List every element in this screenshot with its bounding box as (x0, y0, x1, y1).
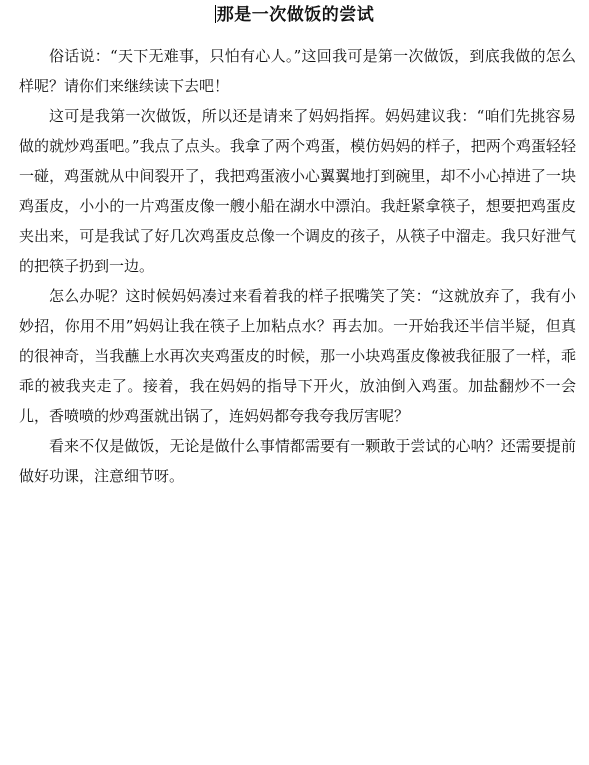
document-title: 那是一次做饭的尝试 (216, 5, 375, 25)
paragraph-4: 看来不仅是做饭，无论是做什么事情都需要有一颗敢于尝试的心呐？还需要提前做好功课，注意细节呀。 (19, 437, 576, 485)
document-title-line (0, 4, 589, 26)
paragraph-2: 这可是我第一次做饭，所以还是请来了妈妈指挥。妈妈建议我：“咱们先挑容易做的就炒鸡蛋吧。”我点了点头。我拿了两个鸡蛋，模仿妈妈的样子，把两个鸡蛋轻轻一碰，鸡蛋就从中间裂开了，我把鸡蛋液小心翼翼地打到碗里，却不小心掉进了一块鸡蛋皮，小小的一片鸡蛋皮像一艘小船在湖水中漂泊。我赶紧拿筷子，想要把鸡蛋皮夹出来，可是我试了好几次鸡蛋皮总像一个调皮的孩子，从筷子中溜走。我只好泄气的把筷子扔到一边。 (19, 107, 576, 275)
paragraph-3: 怎么办呢？这时候妈妈凑过来看着我的样子抿嘴笑了笑：“这就放弃了，我有小妙招，你用不用”妈妈让我在筷子上加粘点水？再去加。一开始我还半信半疑，但真的很神奇，当我蘸上水再次夹鸡蛋皮的时候，那一小块鸡蛋皮像被我征服了一样，乖乖的被我夹走了。接着，我在妈妈的指导下开火，放油倒入鸡蛋。加盐翻炒不一会儿，香喷喷的炒鸡蛋就出锅了，连妈妈都夸我夸我厉害呢？ (19, 287, 576, 425)
text-cursor (215, 5, 216, 23)
document-body (19, 41, 576, 491)
paragraph-1: 俗话说：“天下无难事，只怕有心人。”这回我可是第一次做饭，到底我做的怎么样呢？请你们来继续读下去吧！ (19, 47, 576, 95)
